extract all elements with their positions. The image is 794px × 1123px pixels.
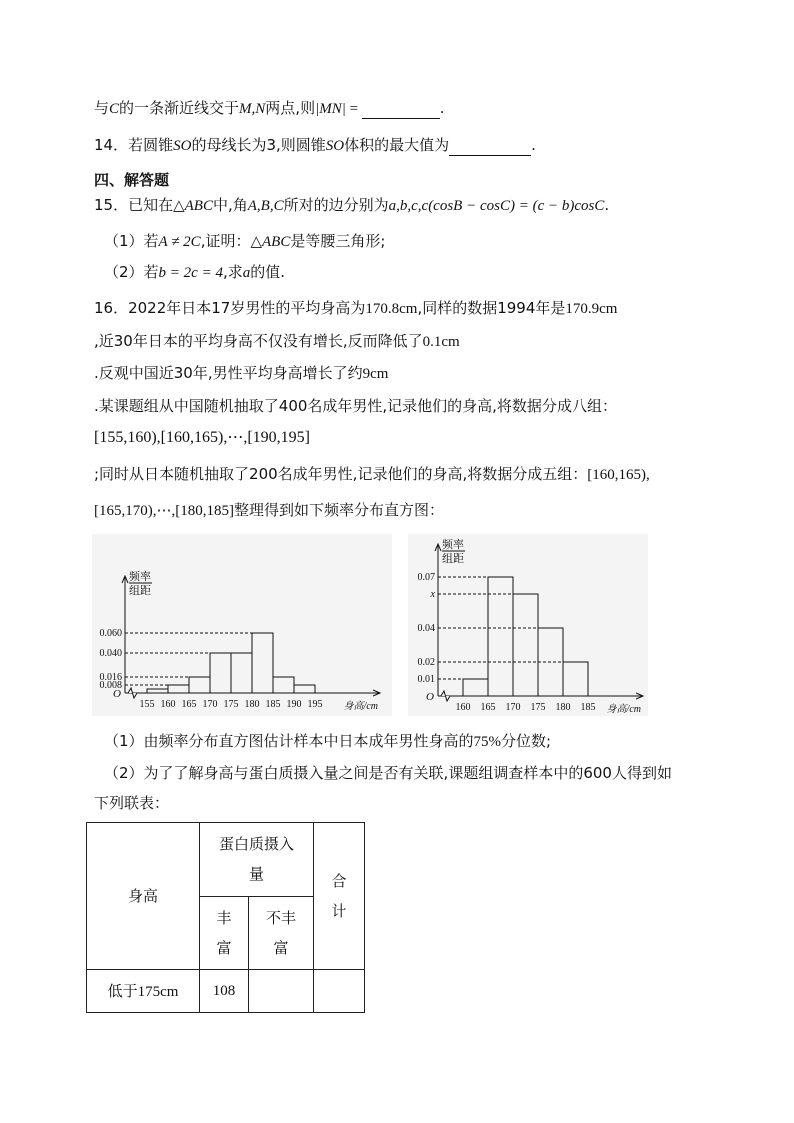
section-title: 四、解答题 <box>94 171 170 189</box>
q13-text: 与 <box>94 99 110 117</box>
histogram-bar <box>252 633 273 693</box>
y-tick-label: 0.01 <box>417 674 435 685</box>
header-protein <box>200 823 314 897</box>
q15-part2-text: 的值. <box>250 263 286 281</box>
header-total <box>314 823 365 970</box>
x-tick-label: 180 <box>555 702 571 713</box>
q15-part1-triangle: △ABC <box>250 234 291 250</box>
x-tick-label: 185 <box>265 699 281 710</box>
q16-text: ;同时从日本随机抽取了200名成年男性,记录他们的身高,将数据分成五组： <box>94 465 588 483</box>
q14-var-so: SO <box>325 138 345 154</box>
x-tick-label: 155 <box>139 699 155 710</box>
q16-line5: [155,160),[160,165),⋯,[190,195] <box>94 429 310 446</box>
x-tick-label: 190 <box>286 699 302 710</box>
q16-line3 <box>94 363 388 384</box>
q16-text: ,同样的数据1994年是 <box>417 299 566 317</box>
q13-text: 两点,则 <box>265 99 316 117</box>
x-tick-label: 170 <box>505 702 521 713</box>
q13-abs-mn: |MN| <box>315 101 346 117</box>
x-axis-label: 身高/cm <box>343 701 378 712</box>
q16-text: 整理得到如下频率分布直方图： <box>233 501 444 519</box>
q16-part1-text: 分位数; <box>501 732 552 750</box>
q15-text: 15．已知在 <box>94 196 174 214</box>
header-not-rich-label: 不丰富 <box>265 908 296 957</box>
q16-line6 <box>94 464 650 485</box>
q13-equals: = <box>345 101 362 117</box>
histogram-bar <box>563 662 588 696</box>
q16-part2-b: 下列联表： <box>94 794 170 812</box>
q15-text: 中,角 <box>212 196 248 214</box>
q15-triangle: △ABC <box>173 198 213 214</box>
y-tick-label: 0.008 <box>99 680 122 691</box>
x-axis-label: 身高/cm <box>606 704 641 715</box>
chart-japan-histogram <box>408 534 648 716</box>
q16-value: 0.1cm <box>422 334 460 350</box>
q16-interval: [165,170),⋯,[180,185] <box>94 503 234 519</box>
q16-line7 <box>94 500 444 521</box>
x-tick-label: 195 <box>307 699 323 710</box>
y-tick-label: 0.04 <box>417 623 435 634</box>
q14-answer-blank <box>449 139 531 156</box>
q14-line: 14．若圆锥SO的母线长为3,则圆锥SO体积的最大值为 . <box>94 136 536 154</box>
row1-label-text: 低于 <box>107 981 138 1000</box>
origin-label: O <box>113 688 121 700</box>
q15-part1-text: ,证明： <box>200 232 251 250</box>
row1-label <box>87 970 200 1013</box>
q16-value: 170.9cm <box>565 301 618 317</box>
q16-value: 9cm <box>362 366 389 382</box>
q15-part2-text: ,求 <box>222 263 243 281</box>
y-label-top: 频率 <box>129 571 151 583</box>
origin-label: O <box>426 691 434 703</box>
header-rich <box>200 896 249 970</box>
x-tick-label: 175 <box>223 699 239 710</box>
row1-rich: 108 <box>200 970 249 1013</box>
x-tick-label: 165 <box>181 699 197 710</box>
q16-line4: .某课题组从中国随机抽取了400名成年男性,记录他们的身高,将数据分成八组： <box>94 397 617 415</box>
histogram-bar <box>488 577 513 696</box>
q14-text: 体积的最大值为 <box>344 136 450 154</box>
histogram-bar <box>189 677 210 693</box>
y-tick-label: 0.040 <box>99 648 122 659</box>
header-protein-label: 蛋白质摄入量 <box>218 835 294 884</box>
q14-var-so: SO <box>173 138 192 154</box>
header-total-label: 合计 <box>331 872 347 920</box>
q16-part2-a: （2）为了了解身高与蛋白质摄入量之间是否有关联,课题组调查样本中的600人得到如 <box>104 764 672 782</box>
histogram-bar <box>513 594 538 696</box>
q15-angles: A,B,C <box>247 198 284 214</box>
q15-sides: a,b,c <box>388 198 418 214</box>
q16-part1 <box>104 731 551 752</box>
q15-period: . <box>604 196 610 214</box>
x-tick-label: 180 <box>244 699 260 710</box>
axis-break-mark <box>441 691 450 701</box>
x-tick-label: 175 <box>530 702 546 713</box>
q14-text: 14．若圆锥 <box>94 136 174 154</box>
x-tick-label: 160 <box>455 702 471 713</box>
y-tick-label: 0.060 <box>99 628 122 639</box>
q15-part2-condition: b = 2c = 4 <box>158 265 223 281</box>
y-label-bottom: 组距 <box>442 553 464 565</box>
q15-text: 所对的边分别为 <box>283 196 389 214</box>
q13-tail-line: 与C的一条渐近线交于M,N两点,则|MN| = . <box>94 99 445 117</box>
q14-text: 的母线长为3,则圆锥 <box>191 136 326 154</box>
row1-not-rich <box>249 970 314 1013</box>
q16-part1-percent: 75% <box>473 734 502 750</box>
row1-label-unit: 175cm <box>137 983 179 1000</box>
histogram-bar <box>273 677 294 693</box>
q15-part1-text: （1）若 <box>104 232 159 250</box>
q15-part1 <box>104 231 385 252</box>
q15-part2 <box>104 262 285 283</box>
contingency-table <box>86 822 365 1013</box>
header-rich-label: 丰富 <box>216 908 232 957</box>
q15-part1-text: 是等腰三角形; <box>290 232 386 250</box>
q13-var-c: C <box>109 101 120 117</box>
q15-part1-condition: A ≠ 2C <box>158 234 201 250</box>
x-tick-label: 165 <box>480 702 496 713</box>
q16-interval: [160,165), <box>587 467 650 483</box>
q15-part2-text: （2）若 <box>104 263 159 281</box>
q16-text: .反观中国近30年,男性平均身高增长了约 <box>94 364 363 382</box>
q16-text: 16．2022年日本17岁男性的平均身高为 <box>94 299 366 317</box>
header-height: 身高 <box>87 823 200 970</box>
q13-answer-blank <box>362 102 440 119</box>
histogram-bar <box>231 653 252 693</box>
q16-part1-text: （1）由频率分布直方图估计样本中日本成年男性身高的 <box>104 732 474 750</box>
header-not-rich <box>249 896 314 970</box>
q16-value: 170.8cm <box>365 301 418 317</box>
histogram-bar <box>168 685 189 693</box>
q16-text: ,近30年日本的平均身高不仅没有增长,反而降低了 <box>94 332 423 350</box>
histogram-bar <box>463 679 488 696</box>
chart-china-histogram <box>92 534 392 716</box>
axis-break-mark <box>128 688 137 698</box>
q16-line2 <box>94 331 460 352</box>
x-tick-label: 170 <box>202 699 218 710</box>
y-tick-label: 0.02 <box>417 657 435 668</box>
q16-line1 <box>94 298 617 319</box>
q13-text: 的一条渐近线交于 <box>119 99 240 117</box>
histogram-bar <box>210 653 231 693</box>
q13-var-mn: M,N <box>239 101 266 117</box>
x-tick-label: 185 <box>580 702 596 713</box>
q15-line <box>94 195 609 216</box>
y-tick-label: 0.07 <box>417 572 435 583</box>
q15-formula: ,c(cosB − cosC) = (c − b)cosC <box>417 198 605 214</box>
row1-total <box>314 970 365 1013</box>
histogram-bar <box>294 685 315 693</box>
histogram-bar <box>147 689 168 693</box>
x-tick-label: 160 <box>160 699 176 710</box>
y-tick-label: 0.016 <box>99 672 122 683</box>
y-label-bottom: 组距 <box>129 585 151 597</box>
y-label-top: 频率 <box>442 539 464 551</box>
q15-part2-var-a: a <box>242 265 251 281</box>
y-tick-label: x <box>430 589 435 600</box>
